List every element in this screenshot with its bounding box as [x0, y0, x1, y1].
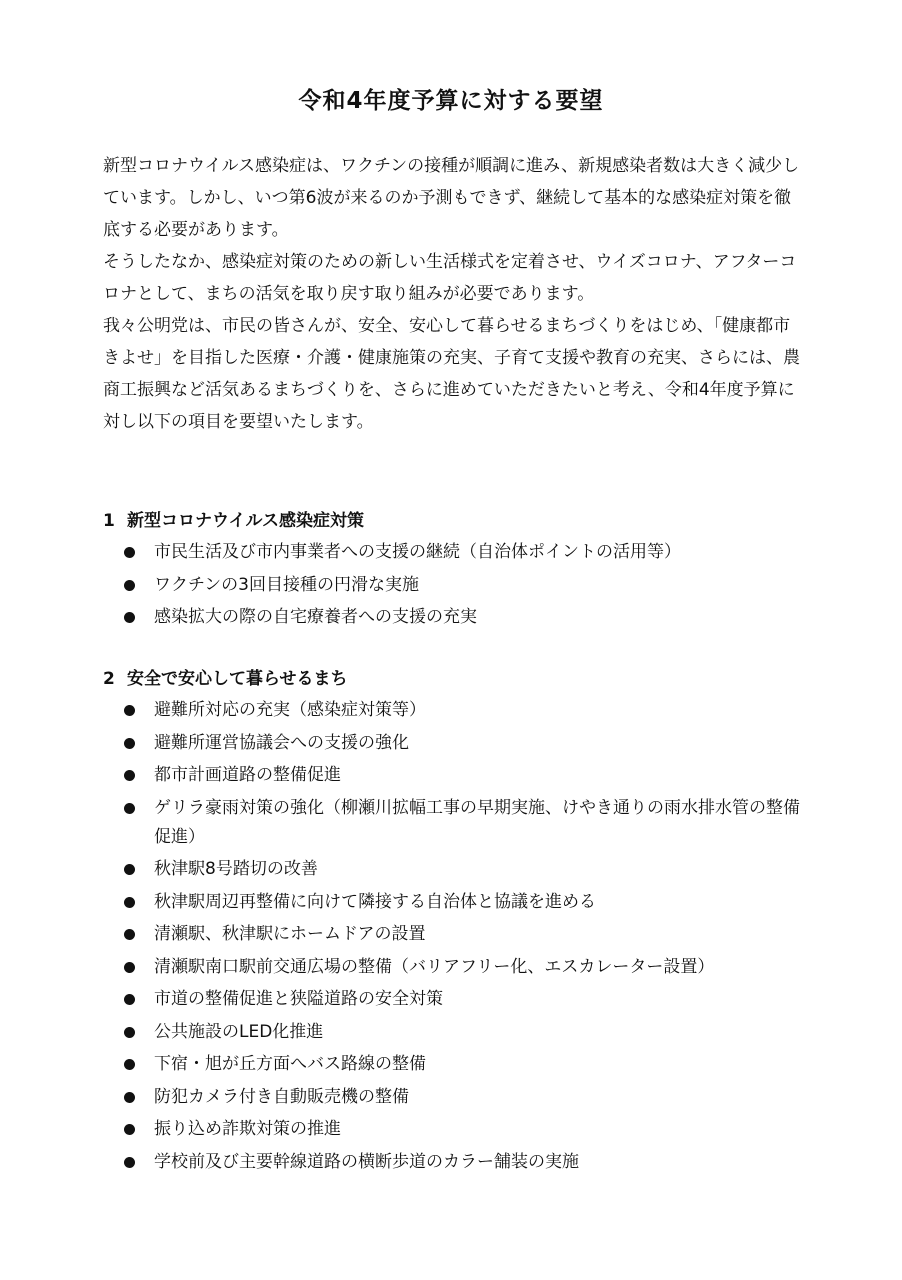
list-item-text: 市民生活及び市内事業者への支援の継続（自治体ポイントの活用等） — [154, 542, 681, 562]
list-item-text: 清瀬駅南口駅前交通広場の整備（バリアフリー化、エスカレーター設置） — [154, 956, 715, 977]
list-item-text: 清瀬駅、秋津駅にホームドアの設置 — [154, 924, 426, 944]
bullet-icon — [124, 962, 135, 973]
list-item — [103, 538, 803, 567]
list-item-text: 公共施設のLED化推進 — [154, 1021, 324, 1042]
bullet-icon — [124, 738, 135, 749]
section-number: 2 — [103, 669, 115, 689]
bullet-icon — [124, 547, 135, 558]
list-item-text: ワクチンの3回目接種の円滑な実施 — [154, 574, 419, 595]
list-item — [103, 855, 803, 884]
bullet-icon — [124, 1157, 135, 1168]
list-item — [103, 1148, 803, 1177]
bullet-icon — [124, 994, 135, 1005]
list-item-text: 防犯カメラ付き自動販売機の整備 — [154, 1086, 409, 1107]
intro-paragraph-1: 新型コロナウイルス感染症は、ワクチンの接種が順調に進み、新規感染者数は大きく減少しています。しかし、いつ第6波が来るのか予測もできず、継続して基本的な感染症対策を徹底する必要があります。 — [103, 156, 800, 240]
section-heading — [103, 508, 803, 534]
bullet-icon — [124, 1059, 135, 1070]
bullet-icon — [124, 580, 135, 591]
list-item-text: 避難所運営協議会への支援の強化 — [154, 732, 409, 753]
list-item-text: 秋津駅周辺再整備に向けて隣接する自治体と協議を進める — [154, 891, 596, 912]
list-item — [103, 794, 803, 852]
list-item — [103, 985, 803, 1014]
section-safety — [103, 666, 803, 1180]
section-number: 1 — [103, 511, 115, 531]
bullet-icon — [124, 803, 135, 814]
list-item — [103, 729, 803, 758]
section-heading — [103, 666, 803, 692]
list-item-text: ゲリラ豪雨対策の強化（柳瀬川拡幅工事の早期実施、けやき通りの雨水排水管の整備促進） — [154, 797, 800, 847]
section-covid — [103, 508, 803, 636]
list-item-text: 避難所対応の充実（感染症対策等） — [154, 700, 426, 720]
list-item-text: 秋津駅8号踏切の改善 — [154, 859, 318, 879]
list-item — [103, 696, 803, 725]
list-item — [103, 920, 803, 949]
list-item-text: 振り込め詐欺対策の推進 — [154, 1119, 341, 1139]
list-item-text: 下宿・旭が丘方面へバス路線の整備 — [154, 1054, 426, 1074]
list-item — [103, 603, 803, 632]
intro-text — [103, 150, 803, 438]
list-item-text: 市道の整備促進と狭隘道路の安全対策 — [154, 989, 443, 1009]
bullet-icon — [124, 705, 135, 716]
section-title: 安全で安心して暮らせるまち — [127, 669, 348, 689]
bullet-icon — [124, 897, 135, 908]
list-item — [103, 761, 803, 790]
bullet-icon — [124, 612, 135, 623]
list-item — [103, 1050, 803, 1079]
bullet-icon — [124, 1027, 135, 1038]
document-title: 令和4年度予算に対する要望 — [298, 88, 604, 114]
bullet-icon — [124, 1124, 135, 1135]
section-title: 新型コロナウイルス感染症対策 — [127, 511, 364, 531]
list-item — [103, 571, 803, 600]
list-item-text: 学校前及び主要幹線道路の横断歩道のカラー舗装の実施 — [154, 1151, 579, 1172]
bullet-icon — [124, 864, 135, 875]
intro-paragraph-2: そうしたなか、感染症対策のための新しい生活様式を定着させ、ウイズコロナ、アフターコロナとして、まちの活気を取り戻す取り組みが必要であります。 — [103, 252, 797, 304]
section-item-list — [103, 696, 803, 1177]
list-item-text: 都市計画道路の整備促進 — [154, 765, 341, 785]
list-item — [103, 888, 803, 917]
bullet-icon — [124, 770, 135, 781]
intro-paragraph-3: 我々公明党は、市民の皆さんが、安全、安心して暮らせるまちづくりをはじめ、「健康都市きよせ」を目指した医療・介護・健康施策の充実、子育て支援や教育の充実、さらには、農商工振興など活気あるまちづくりを、さらに進めていただきたいと考え、令和4年度予算に対し以下の項目を要望いたします。 — [103, 316, 800, 432]
list-item — [103, 1115, 803, 1144]
list-item — [103, 1018, 803, 1047]
list-item — [103, 953, 803, 982]
list-item-text: 感染拡大の際の自宅療養者への支援の充実 — [154, 607, 477, 627]
bullet-icon — [124, 1092, 135, 1103]
bullet-icon — [124, 929, 135, 940]
section-item-list — [103, 538, 803, 632]
list-item — [103, 1083, 803, 1112]
